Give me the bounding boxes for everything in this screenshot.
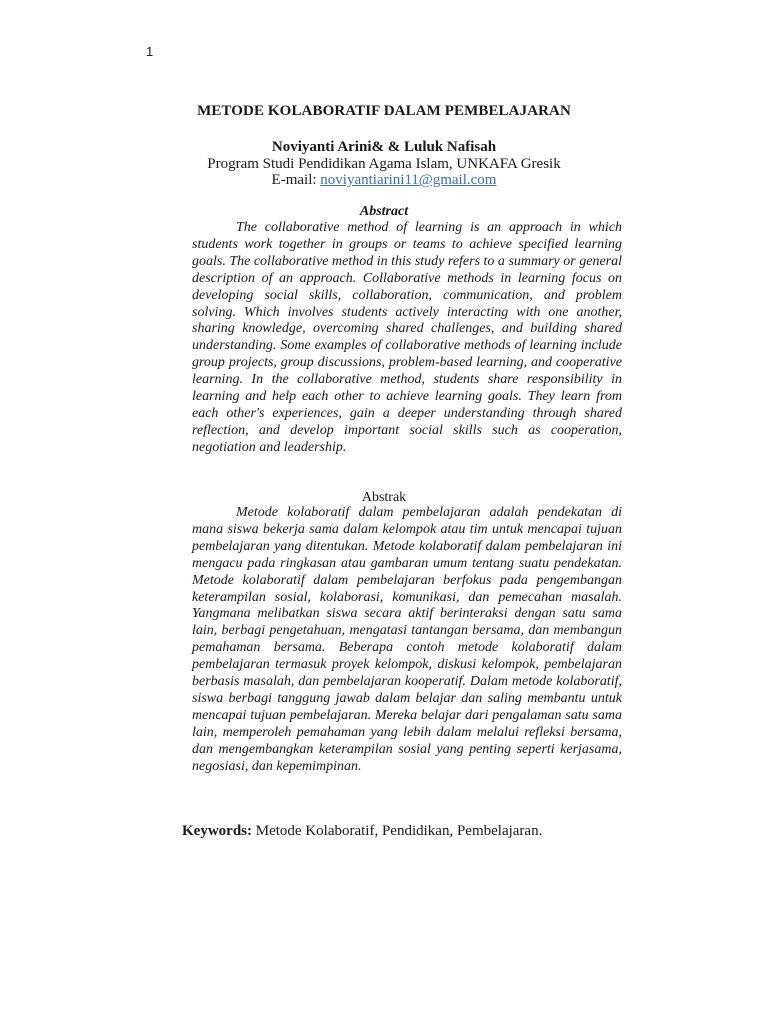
keywords-text: Metode Kolaboratif, Pendidikan, Pembelajaran.: [252, 823, 543, 839]
keywords-label: Keywords:: [182, 823, 252, 839]
page-number: 1: [146, 44, 154, 59]
paper-affiliation: Program Studi Pendidikan Agama Islam, UNKAFA Gresik: [207, 156, 561, 172]
abstract-text: The collaborative method of learning is an approach in which students work together in groups or teams to achieve specified learning goals. The collaborative method in this study refers to a summary or general description of an approach. Collaborative methods in learning focus on developing social skills, collaboration, communication, and problem solving. Which involves students actively interacting with one another, sharing knowledge, overcoming shared challenges, and building shared understanding. Some examples of collaborative methods of learning include group projects, group discussions, problem-based learning, and cooperative learning. In the collaborative method, students share responsibility in learning and help each other to achieve learning goals. They learn from each other's experiences, gain a deeper understanding through shared reflection, and develop important social skills such as cooperation, negotiation and leadership.: [192, 220, 622, 455]
keywords-line: [182, 823, 542, 840]
abstrak-text: Metode kolaboratif dalam pembelajaran adalah pendekatan di mana siswa bekerja sama dalam kelompok atau tim untuk mencapai tujuan pembelajaran yang ditentukan. Metode kolaboratif dalam pembelajaran ini mengacu pada ringkasan atau gambaran umum tentang suatu pendekatan. Metode kolaboratif dalam pembelajaran berfokus pada pengembangan keterampilan sosial, kolaborasi, komunikasi, dan pemecahan masalah. Yangmana melibatkan siswa secara aktif berinteraksi dengan satu sama lain, berbagi pengetahuan, mengatasi tantangan bersama, dan membangun pemahaman bersama. Beberapa contoh metode kolaboratif dalam pembelajaran termasuk proyek kelompok, diskusi kelompok, pembelajaran berbasis masalah, dan pembelajaran kooperatif. Dalam metode kolaboratif, siswa berbagi tanggung jawab dalam belajar dan saling membantu untuk mencapai tujuan pembelajaran. Mereka belajar dari pengalaman satu sama lain, memperoleh pemahaman yang lebih dalam melalui refleksi bersama, dan mengembangkan keterampilan sosial yang penting seperti kerjasama, negosiasi, dan kepemimpinan.: [192, 505, 622, 774]
abstrak-heading: Abstrak: [361, 490, 407, 505]
abstract-heading: Abstract: [359, 204, 409, 219]
paper-title: METODE KOLABORATIF DALAM PEMBELAJARAN: [197, 103, 571, 119]
paper-authors: Noviyanti Arini& & Luluk Nafisah: [271, 139, 497, 155]
email-label: E-mail:: [271, 172, 321, 188]
email-link[interactable]: noviyantiarini11@gmail.com: [320, 172, 497, 188]
email-line: [0, 172, 768, 189]
